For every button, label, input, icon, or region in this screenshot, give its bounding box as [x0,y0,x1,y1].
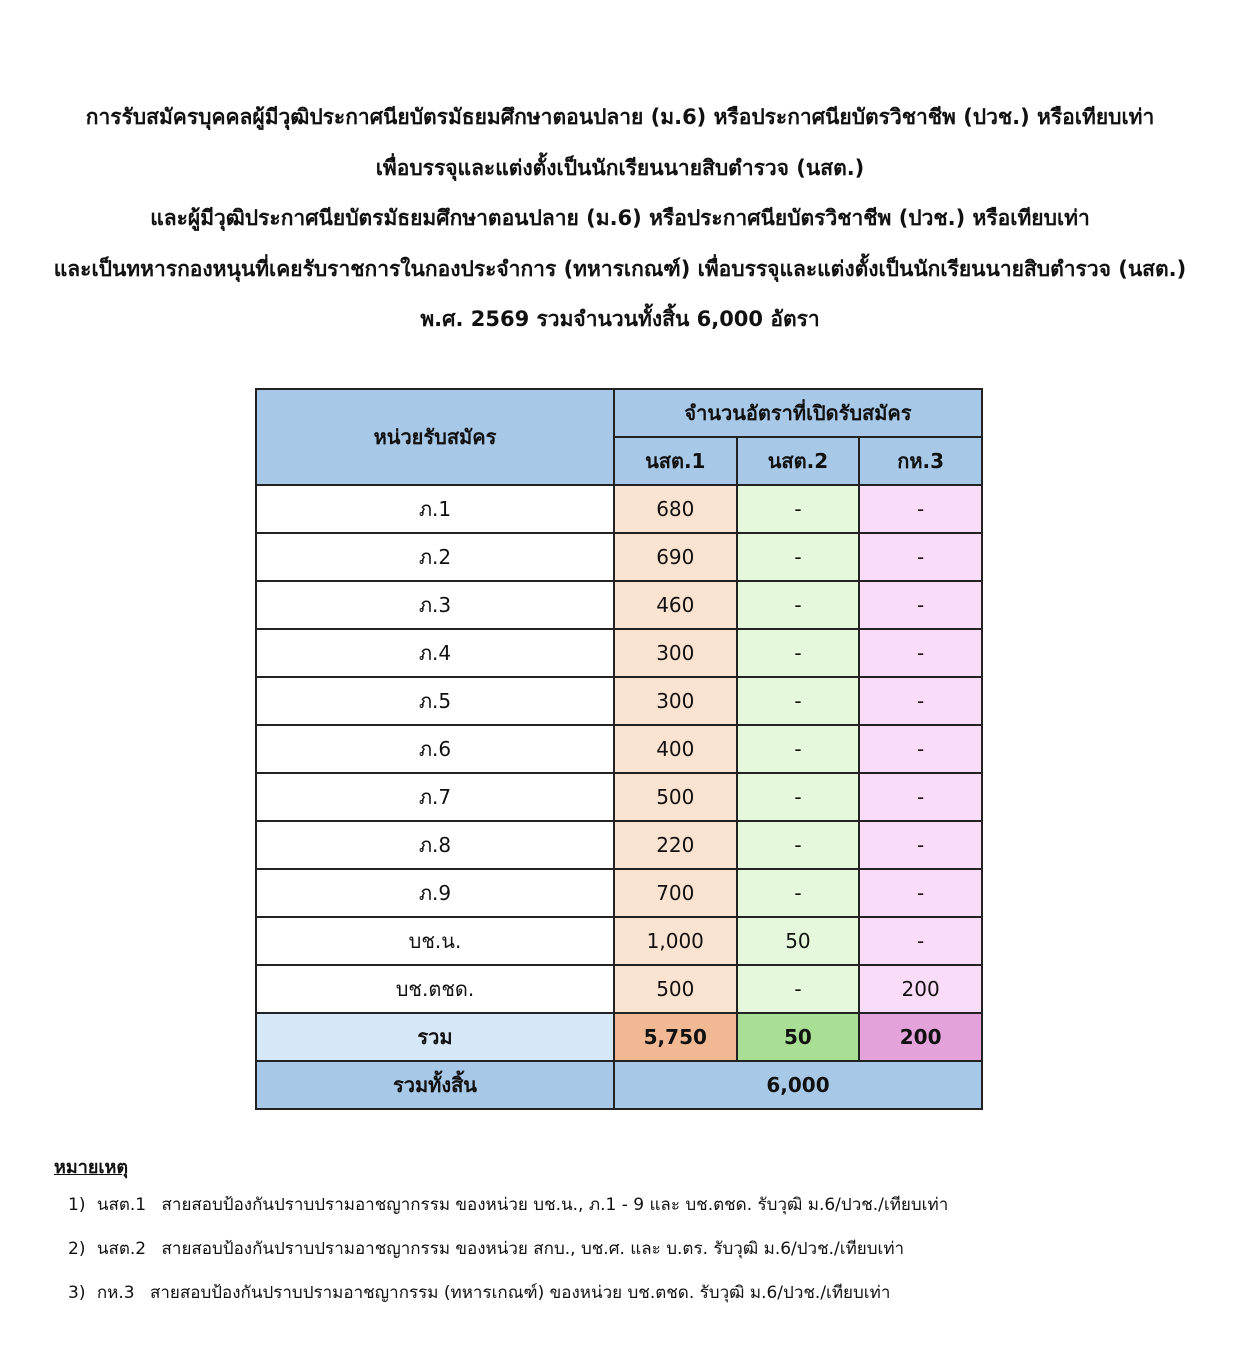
kh3-cell: - [859,533,982,581]
sum-row [256,1013,982,1061]
unit-cell: บช.น. [256,917,614,965]
unit-column-header: หน่วยรับสมัคร [256,389,614,485]
title-line-3: และผู้มีวุฒิประกาศนียบัตรมัธยมศึกษาตอนปลาย (ม.6) หรือประกาศนียบัตรวิชาชีพ (ปวช.) หรือเทียบเท่า [150,206,1090,230]
note-text: สายสอบป้องกันปราบปรามอาชญากรรม (ทหารเกณฑ์) ของหน่วย บช.ตชด. รับวุฒิ ม.6/ปวช./เทียบเท่า [149,1283,891,1303]
grand-total-label: รวมทั้งสิ้น [256,1061,614,1109]
sum-label: รวม [256,1013,614,1061]
note-text: สายสอบป้องกันปราบปรามอาชญากรรม ของหน่วย สกบ., บช.ศ. และ บ.ตร. รับวุฒิ ม.6/ปวช./เทียบเท่า [161,1239,905,1259]
sum-nst1: 5,750 [614,1013,737,1061]
kh3-cell: - [859,725,982,773]
table-row [256,773,982,821]
nst1-cell: 500 [614,965,737,1013]
title-line-5: พ.ศ. 2569 รวมจำนวนทั้งสิ้น 6,000 อัตรา [420,307,820,331]
sum-nst2: 50 [737,1013,860,1061]
note-number: 3) [68,1283,86,1303]
grand-total-row [256,1061,982,1109]
title-line-4: และเป็นทหารกองหนุนที่เคยรับราชการในกองประจำการ (ทหารเกณฑ์) เพื่อบรรจุและแต่งตั้งเป็นนักเรียนนายสิบตำรวจ (นสต.) [53,256,1187,281]
note-number: 1) [68,1195,86,1215]
rates-column-group-header: จำนวนอัตราที่เปิดรับสมัคร [614,389,982,437]
note-item [54,1271,1194,1315]
table-row [256,725,982,773]
nst2-cell: - [737,965,860,1013]
nst2-cell: 50 [737,917,860,965]
note-number: 2) [68,1239,86,1259]
nst1-cell: 690 [614,533,737,581]
column-header-kh3: กห.3 [859,437,982,485]
document-title [0,92,1240,345]
unit-cell: ภ.3 [256,581,614,629]
kh3-cell: 200 [859,965,982,1013]
unit-cell: ภ.4 [256,629,614,677]
sum-kh3: 200 [859,1013,982,1061]
note-item [54,1183,1194,1227]
column-header-nst2: นสต.2 [737,437,860,485]
kh3-cell: - [859,629,982,677]
nst1-cell: 300 [614,677,737,725]
unit-cell: ภ.9 [256,869,614,917]
table-row [256,485,982,533]
title-line-1: การรับสมัครบุคคลผู้มีวุฒิประกาศนียบัตรมัธยมศึกษาตอนปลาย (ม.6) หรือประกาศนียบัตรวิชาชีพ (ปวช.) หรือเทียบเท่า [85,105,1155,129]
table-row [256,965,982,1013]
kh3-cell: - [859,821,982,869]
nst2-cell: - [737,485,860,533]
nst2-cell: - [737,629,860,677]
note-code: นสต.2 [96,1239,147,1259]
nst2-cell: - [737,581,860,629]
notes-title: หมายเหตุ [54,1157,129,1178]
title-line-2: เพื่อบรรจุและแต่งตั้งเป็นนักเรียนนายสิบตำรวจ (นสต.) [375,155,865,180]
nst1-cell: 300 [614,629,737,677]
kh3-cell: - [859,677,982,725]
note-code: นสต.1 [96,1195,147,1215]
notes-section [54,1153,1194,1315]
unit-cell: ภ.1 [256,485,614,533]
table-row [256,629,982,677]
unit-cell: ภ.6 [256,725,614,773]
nst1-cell: 500 [614,773,737,821]
kh3-cell: - [859,917,982,965]
note-text: สายสอบป้องกันปราบปรามอาชญากรรม ของหน่วย บช.น., ภ.1 - 9 และ บช.ตชด. รับวุฒิ ม.6/ปวช./เทียบเท่า [161,1195,949,1215]
table-row [256,581,982,629]
nst1-cell: 1,000 [614,917,737,965]
recruitment-rates-table [255,388,983,1110]
nst1-cell: 460 [614,581,737,629]
table-row [256,917,982,965]
nst1-cell: 700 [614,869,737,917]
column-header-nst1: นสต.1 [614,437,737,485]
nst2-cell: - [737,677,860,725]
grand-total-value: 6,000 [614,1061,982,1109]
nst2-cell: - [737,533,860,581]
nst2-cell: - [737,725,860,773]
kh3-cell: - [859,581,982,629]
nst2-cell: - [737,821,860,869]
table-row [256,533,982,581]
nst1-cell: 220 [614,821,737,869]
unit-cell: ภ.7 [256,773,614,821]
nst2-cell: - [737,869,860,917]
note-item [54,1227,1194,1271]
unit-cell: ภ.8 [256,821,614,869]
unit-cell: ภ.2 [256,533,614,581]
kh3-cell: - [859,485,982,533]
table-row [256,677,982,725]
note-code: กห.3 [96,1283,135,1303]
nst1-cell: 400 [614,725,737,773]
nst1-cell: 680 [614,485,737,533]
unit-cell: บช.ตชด. [256,965,614,1013]
table-row [256,821,982,869]
nst2-cell: - [737,773,860,821]
kh3-cell: - [859,869,982,917]
kh3-cell: - [859,773,982,821]
unit-cell: ภ.5 [256,677,614,725]
table-row [256,869,982,917]
